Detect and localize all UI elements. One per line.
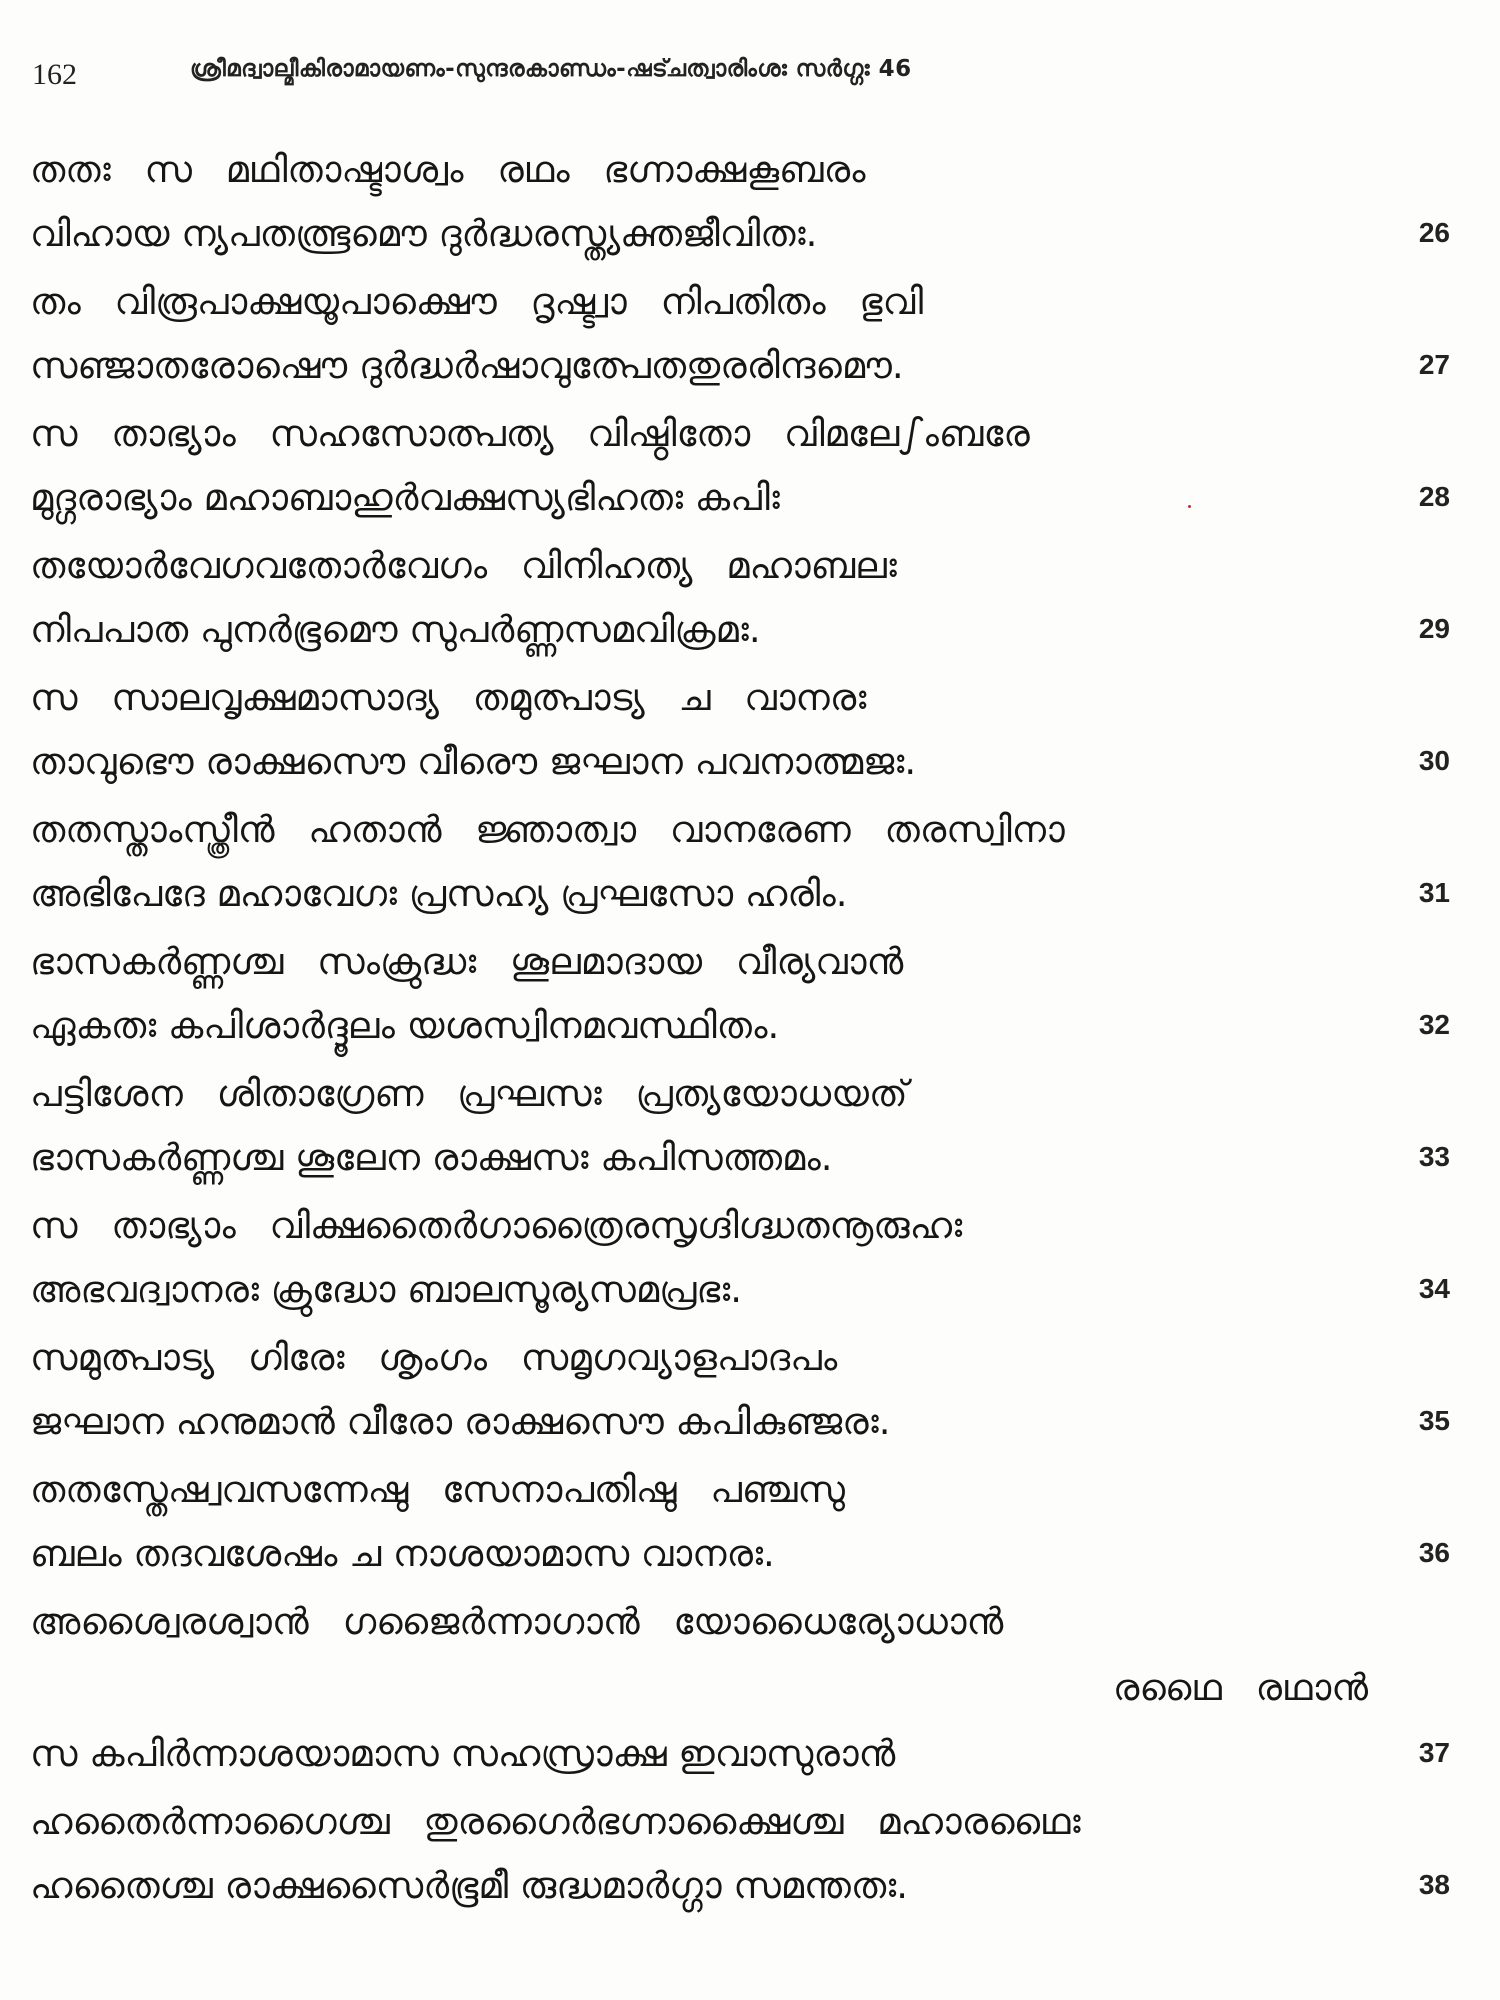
verse-line: വിഹായ ന്യപതത്ഭൂമൌ ദുർദ്ധരസ്ത്യക്തജീവിതഃ. bbox=[30, 212, 818, 255]
page-header bbox=[0, 0, 1500, 130]
verse-number: 32 bbox=[1418, 1009, 1450, 1040]
verse-line: തതസ്താംസ്ത്രീൻ ഹതാൻ ജ്ഞാത്വാ വാനരേണ തരസ്വിനാ bbox=[30, 808, 1065, 851]
verse-37 bbox=[30, 1597, 1450, 1797]
verse-number: 35 bbox=[1418, 1405, 1450, 1436]
verse-38 bbox=[30, 1797, 1450, 1929]
verse-line: ജഘാന ഹനുമാൻ വീരോ രാക്ഷസൌ കപികുഞ്ജരഃ. bbox=[30, 1400, 891, 1443]
verse-27 bbox=[30, 277, 1450, 409]
verse-line: തതസ്തേഷ്വവസന്നേഷു സേനാപതിഷു പഞ്ചസു bbox=[30, 1468, 845, 1511]
verse-number: 37 bbox=[1418, 1737, 1450, 1768]
verse-number: 31 bbox=[1418, 877, 1450, 908]
verse-26 bbox=[30, 145, 1450, 277]
page-number: 162 bbox=[32, 58, 77, 91]
verse-line: തതഃ സ മഥിതാഷ്ടാശ്വം രഥം ഭഗ്നാക്ഷകൂബരം bbox=[30, 148, 866, 191]
verse-number: 34 bbox=[1418, 1273, 1450, 1304]
running-title: ശ്രീമദ്വാല്മീകിരാമായണം-സുന്ദരകാണ്ഡം-ഷട്ചത്വാരിംശഃ സർഗ്ഗഃ 46 bbox=[190, 56, 912, 82]
verse-line: അഭവദ്വാനരഃ ക്രുദ്ധോ ബാലസൂര്യസമപ്രഭഃ. bbox=[30, 1268, 743, 1311]
verse-line: സ കപിർന്നാശയാമാസ സഹസ്രാക്ഷ ഇവാസുരാൻ bbox=[30, 1732, 896, 1775]
verse-number: 36 bbox=[1418, 1537, 1450, 1568]
verse-line: ഹതൈർന്നാഗൈശ്ച തുരഗൈർഭഗ്നാക്ഷൈശ്ച മഹാരഥൈഃ bbox=[30, 1800, 1081, 1843]
verse-number: 27 bbox=[1418, 349, 1450, 380]
verse-line: താവുഭൌ രാക്ഷസൌ വീരൌ ജഘാന പവനാത്മജഃ. bbox=[30, 740, 917, 783]
verse-number: 26 bbox=[1418, 217, 1450, 248]
verse-number: 33 bbox=[1418, 1141, 1450, 1172]
verse-36 bbox=[30, 1465, 1450, 1597]
verse-number: 30 bbox=[1418, 745, 1450, 776]
verse-number: 38 bbox=[1418, 1869, 1450, 1900]
verse-line: അഭിപേദേ മഹാവേഗഃ പ്രസഹ്യ പ്രഘസോ ഹരിം. bbox=[30, 872, 848, 915]
verse-line: അശ്വൈരശ്വാൻ ഗജൈർന്നാഗാൻ യോധൈര്യോധാൻ bbox=[30, 1600, 1004, 1643]
verse-line: തം വിരൂപാക്ഷയൂപാക്ഷൌ ദൃഷ്ട്വാ നിപതിതം ഭുവി bbox=[30, 280, 924, 323]
verse-line: സ താഭ്യാം വിക്ഷതൈർഗാത്രൈരസൃഗ്ദിഗ്ദ്ധതനൂരുഹഃ bbox=[30, 1204, 963, 1247]
verse-line: തയോർവേഗവതോർവേഗം വിനിഹത്യ മഹാബലഃ bbox=[30, 544, 897, 587]
verse-35 bbox=[30, 1333, 1450, 1465]
verse-33 bbox=[30, 1069, 1450, 1201]
verse-line: ഹതൈശ്ച രാക്ഷസൈർഭൂമീ രുദ്ധമാർഗ്ഗാ സമന്തതഃ. bbox=[30, 1864, 908, 1907]
verse-line: ഭാസകർണ്ണശ്ച സംക്രുദ്ധഃ ശൂലമാദായ വീര്യവാൻ bbox=[30, 940, 904, 983]
verse-line: സഞ്ജാതരോഷൌ ദുർദ്ധർഷാവുത്പേതതുരരിന്ദമൌ. bbox=[30, 344, 904, 387]
verse-31 bbox=[30, 805, 1450, 937]
verse-number: 28 bbox=[1418, 481, 1450, 512]
verse-list bbox=[30, 145, 1450, 1929]
print-speck bbox=[1188, 505, 1191, 508]
verse-line: സമുത്പാട്യ ഗിരേഃ ശൃംഗം സമൃഗവ്യാളപാദപം bbox=[30, 1336, 838, 1379]
verse-28 bbox=[30, 409, 1450, 541]
verse-34 bbox=[30, 1201, 1450, 1333]
verse-line: സ സാലവൃക്ഷമാസാദ്യ തമുത്പാട്യ ച വാനരഃ bbox=[30, 676, 867, 719]
verse-line: ഏകതഃ കപിശാർദ്ദൂലം യശസ്വിനമവസ്ഥിതം. bbox=[30, 1004, 780, 1047]
verse-number: 29 bbox=[1418, 613, 1450, 644]
verse-29 bbox=[30, 541, 1450, 673]
verse-line: സ താഭ്യാം സഹസോത്പത്യ വിഷ്ഠിതോ വിമലേഽംബരേ bbox=[30, 412, 1030, 455]
verse-line: മുദ്ഗരാഭ്യാം മഹാബാഹുർവക്ഷസ്യഭിഹതഃ കപിഃ bbox=[30, 476, 780, 519]
verse-line: നിപപാത പുനർഭൂമൌ സുപർണ്ണസമവിക്രമഃ. bbox=[30, 608, 761, 651]
verse-line: പട്ടിശേന ശിതാഗ്രേണ പ്രഘസഃ പ്രത്യയോധയത് bbox=[30, 1072, 908, 1115]
verse-line: ബലം തദവശേഷം ച നാശയാമാസ വാനരഃ. bbox=[30, 1532, 775, 1575]
verse-30 bbox=[30, 673, 1450, 805]
verse-line: ഭാസകർണ്ണശ്ച ശൂലേന രാക്ഷസഃ കപിസത്തമം. bbox=[30, 1136, 833, 1179]
verse-line-continued: രഥൈ രഥാൻ bbox=[1112, 1666, 1368, 1709]
verse-32 bbox=[30, 937, 1450, 1069]
